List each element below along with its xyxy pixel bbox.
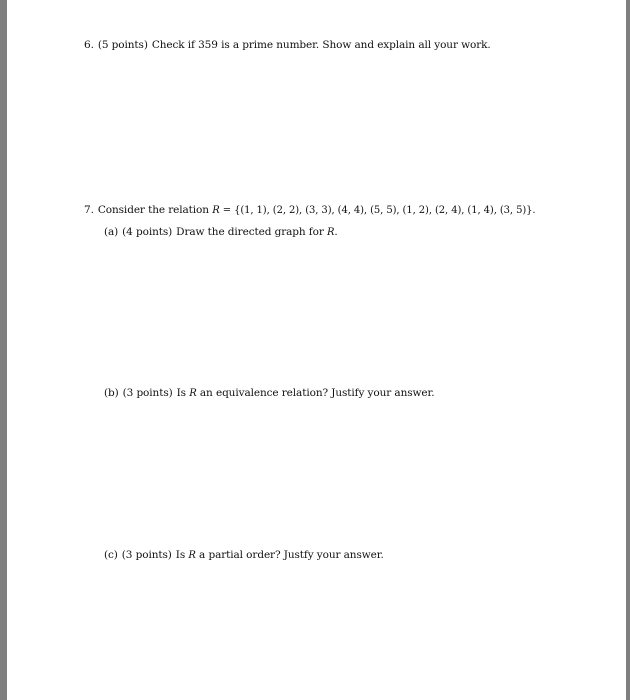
question-6-points: (5 points) bbox=[97, 39, 148, 51]
question-7b-text-after: an equivalence relation? Justify your answer. bbox=[199, 387, 435, 399]
question-7c-points: (3 points) bbox=[121, 549, 172, 561]
left-page-edge bbox=[0, 0, 7, 700]
question-7a bbox=[104, 226, 338, 238]
question-7b-label: (b) bbox=[104, 387, 119, 399]
question-6-number: 6. bbox=[84, 39, 94, 51]
relation-definition bbox=[212, 205, 535, 216]
relation-variable: R bbox=[212, 205, 220, 216]
question-7a-points: (4 points) bbox=[122, 226, 173, 238]
question-7c-text-before: Is bbox=[175, 549, 186, 561]
relation-set: {(1, 1), (2, 2), (3, 3), (4, 4), (5, 5), (1, 2), (2, 4), (1, 4), (3, 5)}. bbox=[234, 205, 536, 216]
question-7c bbox=[104, 549, 384, 561]
question-7 bbox=[84, 204, 536, 216]
question-7a-text-before: Draw the directed graph for bbox=[176, 226, 324, 238]
question-7a-text-after: . bbox=[334, 226, 338, 238]
question-7-number: 7. bbox=[84, 204, 94, 216]
question-7c-text-after: a partial order? Justfy your answer. bbox=[199, 549, 384, 561]
equals-sign: = bbox=[219, 205, 235, 216]
question-6-text: Check if 359 is a prime number. Show and explain all your work. bbox=[151, 39, 491, 51]
question-7b-text-before: Is bbox=[176, 387, 186, 399]
question-7b-variable: R bbox=[189, 388, 197, 399]
question-7b-points: (3 points) bbox=[122, 387, 173, 399]
question-6 bbox=[84, 39, 491, 51]
right-page-edge bbox=[626, 0, 630, 700]
worksheet-page bbox=[7, 0, 626, 700]
question-7c-variable: R bbox=[188, 550, 196, 561]
question-7a-label: (a) bbox=[104, 226, 119, 238]
question-7b bbox=[104, 387, 435, 399]
question-7c-label: (c) bbox=[104, 549, 118, 561]
question-7-text: Consider the relation bbox=[97, 204, 209, 216]
question-7a-variable: R bbox=[326, 227, 335, 238]
